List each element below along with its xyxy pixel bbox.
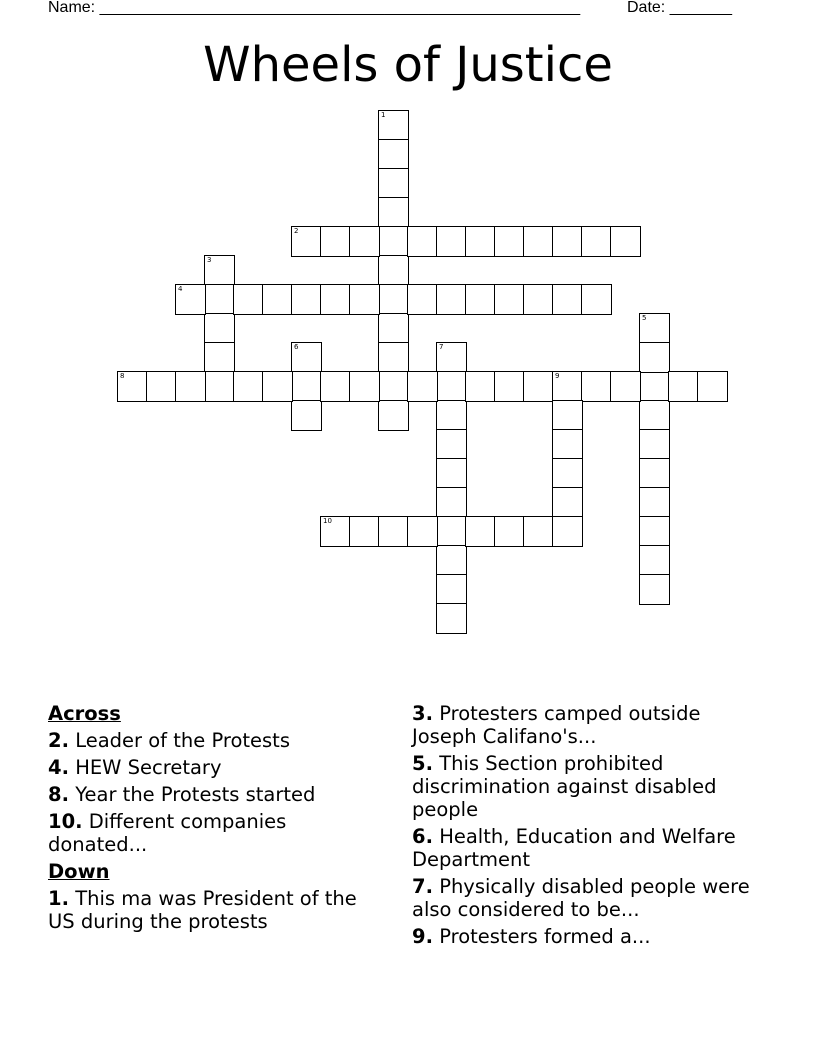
cell-number: 6 <box>294 343 299 351</box>
clue-text: Year the Protests started <box>75 783 316 806</box>
crossword-cell[interactable] <box>610 371 641 402</box>
crossword-cell[interactable] <box>204 342 235 373</box>
clue-text: Health, Education and Welfare Department <box>412 825 736 871</box>
crossword-cell[interactable] <box>639 400 670 431</box>
crossword-cell[interactable] <box>523 516 554 547</box>
crossword-cell[interactable] <box>378 516 409 547</box>
crossword-cell[interactable] <box>262 371 293 402</box>
crossword-cell[interactable] <box>291 284 322 315</box>
clue-number: 3. <box>412 702 433 725</box>
crossword-cell[interactable] <box>494 516 525 547</box>
clue-across-10 <box>48 810 388 856</box>
clue-number: 4. <box>48 756 69 779</box>
crossword-cell[interactable] <box>291 400 322 431</box>
down-heading: Down <box>48 860 110 883</box>
crossword-cell[interactable] <box>552 429 583 460</box>
crossword-cell[interactable] <box>436 226 467 257</box>
crossword-cell[interactable] <box>436 487 467 518</box>
crossword-cell[interactable] <box>378 139 409 170</box>
crossword-cell[interactable] <box>378 284 409 315</box>
crossword-cell[interactable] <box>436 603 467 634</box>
clue-down-1 <box>48 887 388 933</box>
crossword-cell[interactable] <box>494 226 525 257</box>
clue-down-7 <box>412 875 762 921</box>
clue-text: Protesters formed a... <box>439 925 651 948</box>
clue-text: Physically disabled people were also considered to be... <box>412 875 750 921</box>
crossword-cell[interactable] <box>465 226 496 257</box>
clue-down-5 <box>412 752 762 821</box>
crossword-cell[interactable] <box>320 226 351 257</box>
across-heading: Across <box>48 702 121 725</box>
crossword-cell[interactable] <box>436 545 467 576</box>
crossword-cell[interactable] <box>204 313 235 344</box>
crossword-cell[interactable] <box>146 371 177 402</box>
clue-across-4 <box>48 756 388 779</box>
clue-number: 7. <box>412 875 433 898</box>
clue-down-9 <box>412 925 762 948</box>
crossword-cell[interactable] <box>552 226 583 257</box>
clue-across-2 <box>48 729 388 752</box>
crossword-cell[interactable] <box>668 371 699 402</box>
crossword-cell[interactable] <box>349 226 380 257</box>
clue-number: 9. <box>412 925 433 948</box>
crossword-cell[interactable] <box>407 284 438 315</box>
page-title: Wheels of Justice <box>203 37 613 93</box>
crossword-cell[interactable] <box>320 284 351 315</box>
crossword-cell[interactable] <box>581 371 612 402</box>
clues-left-column <box>48 702 388 937</box>
crossword-cell[interactable] <box>291 226 322 257</box>
cell-number: 1 <box>381 111 386 119</box>
crossword-cell[interactable] <box>349 284 380 315</box>
crossword-cell[interactable] <box>610 226 641 257</box>
clue-number: 10. <box>48 810 83 833</box>
crossword-cell[interactable] <box>639 516 670 547</box>
name-field[interactable]: Name: ______________________________________________________ <box>48 0 581 16</box>
clue-text: Leader of the Protests <box>75 729 290 752</box>
crossword-cell[interactable] <box>639 545 670 576</box>
crossword-cell[interactable] <box>233 284 264 315</box>
crossword-cell[interactable] <box>465 284 496 315</box>
crossword-cell[interactable] <box>436 516 467 547</box>
crossword-cell[interactable] <box>291 371 322 402</box>
crossword-cell[interactable] <box>552 371 583 402</box>
crossword-cell[interactable] <box>378 168 409 199</box>
crossword-cell[interactable] <box>320 516 351 547</box>
clue-number: 1. <box>48 887 69 910</box>
crossword-cell[interactable] <box>639 487 670 518</box>
clue-across-8 <box>48 783 388 806</box>
crossword-cell[interactable] <box>436 574 467 605</box>
crossword-cell[interactable] <box>378 110 409 141</box>
crossword-cell[interactable] <box>320 371 351 402</box>
crossword-cell[interactable] <box>378 226 409 257</box>
crossword-cell[interactable] <box>523 284 554 315</box>
crossword-cell[interactable] <box>378 342 409 373</box>
crossword-cell[interactable] <box>581 284 612 315</box>
clues-right-column <box>412 702 762 952</box>
crossword-cell[interactable] <box>204 255 235 286</box>
crossword-cell[interactable] <box>494 284 525 315</box>
crossword-cell[interactable] <box>204 371 235 402</box>
crossword-cell[interactable] <box>639 574 670 605</box>
crossword-cell[interactable] <box>349 516 380 547</box>
clue-number: 8. <box>48 783 69 806</box>
crossword-cell[interactable] <box>378 371 409 402</box>
crossword-cell[interactable] <box>233 371 264 402</box>
crossword-cell[interactable] <box>436 429 467 460</box>
crossword-cell[interactable] <box>407 371 438 402</box>
crossword-cell[interactable] <box>378 400 409 431</box>
crossword-cell[interactable] <box>378 255 409 286</box>
cell-number: 2 <box>294 227 299 235</box>
crossword-cell[interactable] <box>175 284 206 315</box>
crossword-cell[interactable] <box>436 342 467 373</box>
cell-number: 10 <box>323 517 332 525</box>
crossword-cell[interactable] <box>349 371 380 402</box>
crossword-cell[interactable] <box>552 516 583 547</box>
clue-text: HEW Secretary <box>75 756 222 779</box>
cell-number: 4 <box>178 285 183 293</box>
clue-down-6 <box>412 825 762 871</box>
clue-text: Different companies donated... <box>48 810 287 856</box>
crossword-cell[interactable] <box>639 458 670 489</box>
crossword-cell[interactable] <box>552 487 583 518</box>
date-field[interactable]: Date: _______ <box>627 0 732 16</box>
crossword-cell[interactable] <box>494 371 525 402</box>
clue-text: This ma was President of the US during the protests <box>48 887 357 933</box>
crossword-cell[interactable] <box>175 371 206 402</box>
crossword-cell[interactable] <box>378 313 409 344</box>
clue-text: Protesters camped outside Joseph Califano's... <box>412 702 701 748</box>
crossword-cell[interactable] <box>523 226 554 257</box>
clue-down-3 <box>412 702 762 748</box>
crossword-cell[interactable] <box>117 371 148 402</box>
crossword-cell[interactable] <box>204 284 235 315</box>
crossword-cell[interactable] <box>552 284 583 315</box>
cell-number: 3 <box>207 256 212 264</box>
crossword-cell[interactable] <box>262 284 293 315</box>
cell-number: 7 <box>439 343 444 351</box>
crossword-cell[interactable] <box>407 226 438 257</box>
crossword-cell[interactable] <box>407 516 438 547</box>
crossword-cell[interactable] <box>436 284 467 315</box>
crossword-cell[interactable] <box>465 516 496 547</box>
crossword-cell[interactable] <box>552 400 583 431</box>
clue-number: 6. <box>412 825 433 848</box>
crossword-cell[interactable] <box>697 371 728 402</box>
crossword-cell[interactable] <box>291 342 322 373</box>
cell-number: 5 <box>642 314 647 322</box>
crossword-cell[interactable] <box>552 458 583 489</box>
cell-number: 9 <box>555 372 560 380</box>
crossword-cell[interactable] <box>465 371 496 402</box>
crossword-cell[interactable] <box>436 371 467 402</box>
crossword-cell[interactable] <box>378 197 409 228</box>
clue-text: This Section prohibited discrimination against disabled people <box>412 752 717 821</box>
crossword-cell[interactable] <box>581 226 612 257</box>
crossword-cell[interactable] <box>639 313 670 344</box>
crossword-cell[interactable] <box>639 342 670 373</box>
crossword-cell[interactable] <box>436 400 467 431</box>
crossword-cell[interactable] <box>523 371 554 402</box>
crossword-cell[interactable] <box>639 429 670 460</box>
crossword-cell[interactable] <box>436 458 467 489</box>
clue-number: 5. <box>412 752 433 775</box>
clue-number: 2. <box>48 729 69 752</box>
cell-number: 8 <box>120 372 125 380</box>
